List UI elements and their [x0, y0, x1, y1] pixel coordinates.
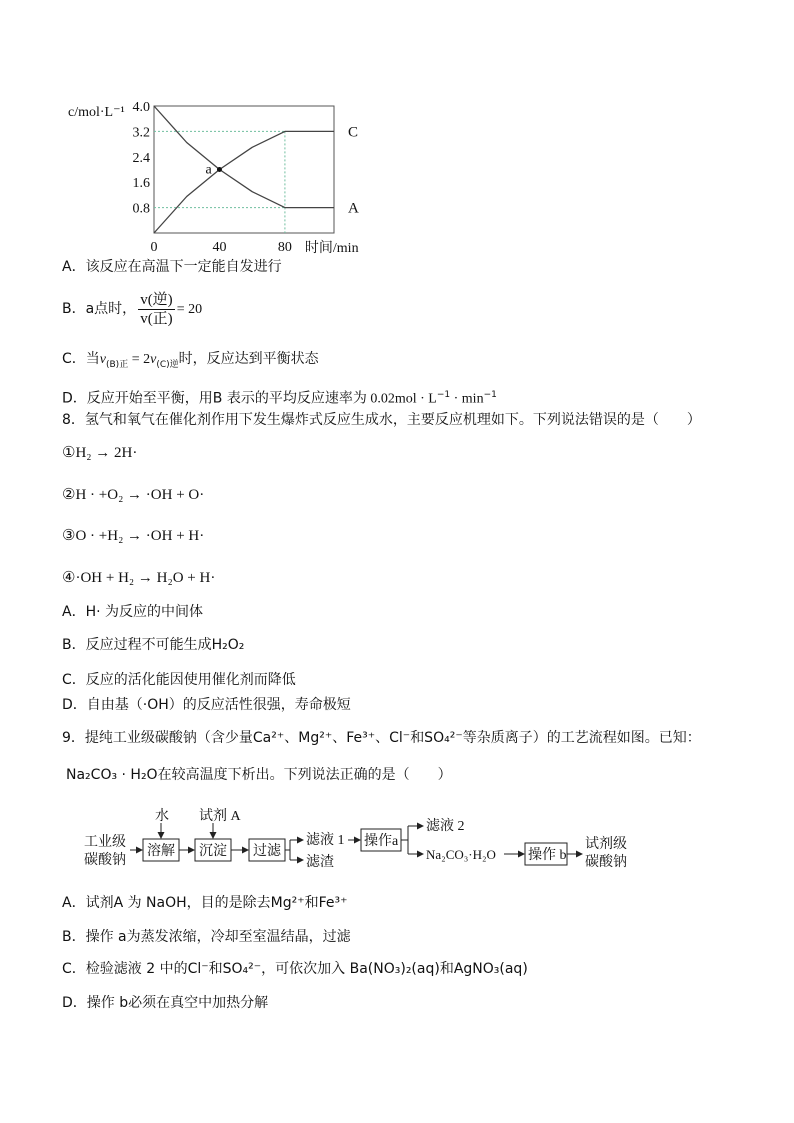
series-label-c: C: [348, 124, 359, 141]
q8-stem: 8．氢气和氧气在催化剂作用下发生爆炸式反应生成水，主要反应机理如下。下列说法错误的是（ ）: [62, 412, 701, 428]
q7-option-b-label: B．a点时，: [62, 301, 137, 317]
q7-option-c: C．当$v_{(B)正} = 2v_{(C)逆}$时，反应达到平衡状态: [62, 351, 319, 370]
y-tick-label: 2.4: [132, 150, 150, 166]
fraction-numerator: v(逆): [140, 291, 173, 308]
q9-option-b: B．操作 a为蒸发浓缩，冷却至室温结晶，过滤: [62, 929, 351, 945]
q8-step-3: ③O · +H₂ → ·OH + H·: [62, 528, 205, 544]
operation-a-label: 操作a: [364, 834, 399, 849]
ratio-value: = 20: [176, 302, 203, 317]
y-tick-label: 0.8: [132, 201, 150, 217]
residue-label: 滤渣: [306, 855, 334, 870]
series-label-a: A: [348, 200, 359, 217]
output-label-1: 试剂级: [585, 837, 627, 852]
operation-b-label: 操作 b: [528, 848, 567, 863]
q8-step-2: ②H · +O₂ → ·OH + O·: [62, 487, 205, 503]
x-tick-label: 0: [150, 240, 158, 255]
filtrate-2-label: 滤液 2: [426, 819, 465, 834]
q9-stem-continued: Na₂CO₃ · H₂O在较高温度下析出。下列说法正确的是（ ）: [66, 767, 452, 783]
q7-option-a: A．该反应在高温下一定能自发进行: [62, 259, 282, 275]
q9-option-d: D．操作 b必须在真空中加热分解: [62, 995, 269, 1011]
q9-option-c: C．检验滤液 2 中的Cl⁻和SO₄²⁻，可依次加入 Ba(NO₃)₂(aq)和AgNO₃(aq): [62, 961, 528, 977]
y-tick-label: 3.2: [132, 125, 150, 141]
y-tick-label: 4.0: [132, 100, 150, 115]
concentration-time-chart: [60, 96, 420, 256]
intersection-point-label: a: [205, 162, 212, 178]
filter-label: 过滤: [253, 844, 281, 859]
input-label-1: 工业级: [84, 835, 126, 850]
q8-step-1: ①H₂ → 2H·: [62, 445, 138, 461]
q8-option-b: B．反应过程不可能生成H₂O₂: [62, 637, 245, 653]
series-line-c: [154, 131, 334, 233]
output-label-2: 碳酸钠: [585, 855, 627, 870]
process-flow-diagram: [76, 804, 676, 884]
y-axis-label: c/mol·L⁻¹: [68, 105, 125, 120]
water-label: 水: [155, 809, 169, 824]
q8-option-c: C．反应的活化能因使用催化剂而降低: [62, 672, 296, 688]
filtrate-1-label: 滤液 1: [306, 833, 345, 848]
reagent-a-label: 试剂 A: [199, 809, 241, 824]
dissolve-label: 溶解: [147, 844, 175, 859]
input-label-2: 碳酸钠: [84, 853, 126, 868]
x-axis-label: 时间/min: [304, 241, 359, 256]
y-tick-label: 1.6: [132, 176, 150, 192]
x-tick-label: 80: [277, 240, 292, 255]
q7-option-d: D．反应开始至平衡，用B 表示的平均反应速率为 $0.02mol \cdot L^{-1} \cdot \min^{-1}$: [62, 390, 497, 407]
plot-frame: [154, 106, 334, 233]
intersection-point: [217, 167, 222, 172]
q8-option-a: A．H· 为反应的中间体: [62, 604, 204, 620]
fraction-denominator: v(正): [140, 310, 173, 327]
q9-stem: 9．提纯工业级碳酸钠（含少量Ca²⁺、Mg²⁺、Fe³⁺、Cl⁻和SO₄²⁻等杂质离子）的工艺流程如图。已知：: [62, 730, 701, 746]
q7-option-b: [62, 288, 202, 331]
precipitate-label: 沉淀: [199, 844, 227, 859]
x-tick-label: 40: [212, 240, 227, 255]
q8-step-4: ④·OH + H₂ → H₂O + H·: [62, 570, 216, 586]
q9-option-a: A．试剂A 为 NaOH，目的是除去Mg²⁺和Fe³⁺: [62, 895, 348, 911]
series-line-a: [154, 106, 334, 208]
q8-option-d: D．自由基（·OH）的反应活性很强，寿命极短: [62, 697, 351, 713]
rate-ratio-fraction: [138, 291, 175, 328]
hydrate-label: Na₂CO₃·H₂O: [426, 847, 496, 862]
